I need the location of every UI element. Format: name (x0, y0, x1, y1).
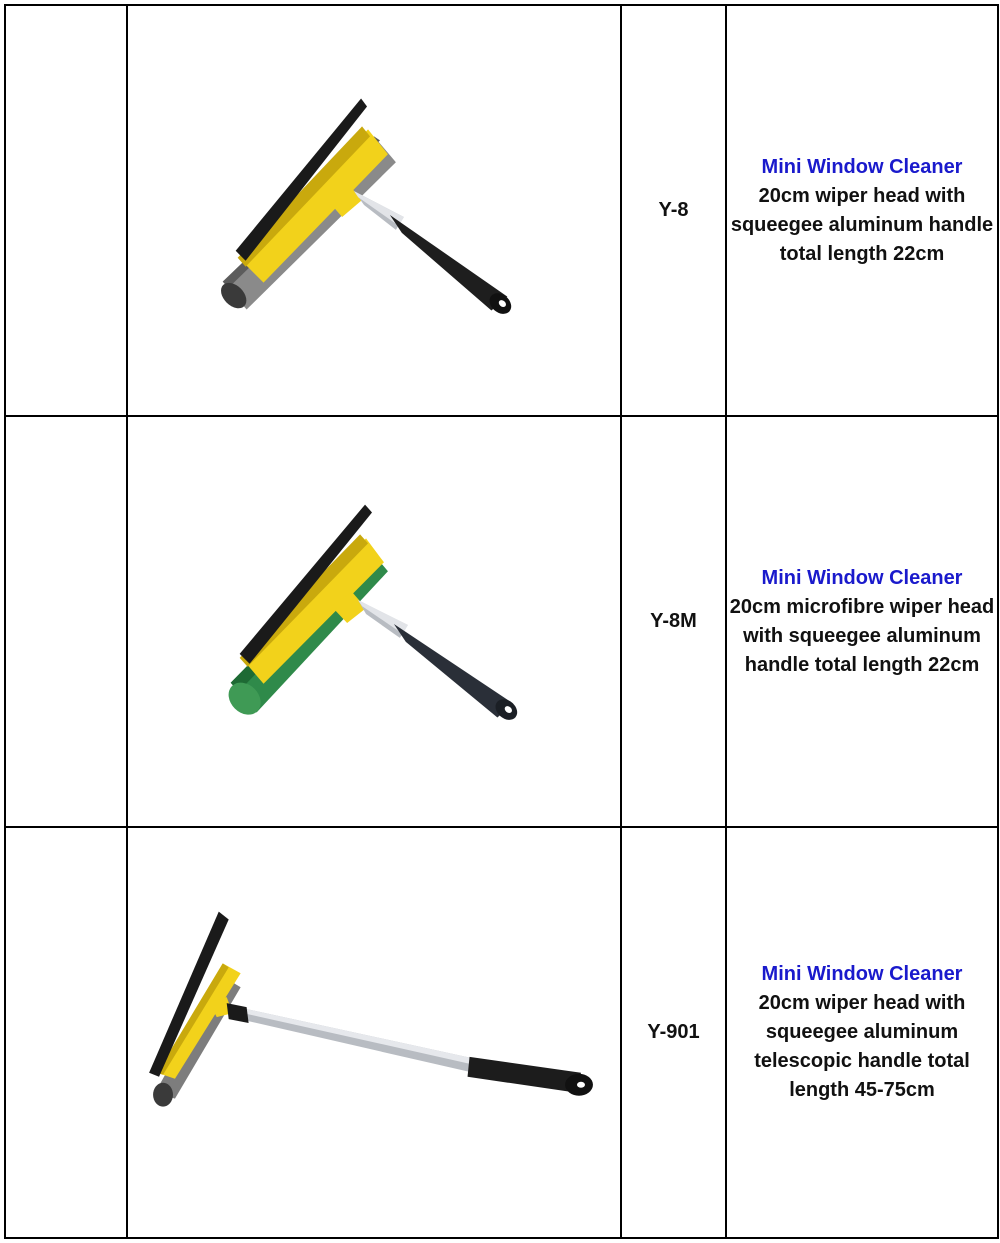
window-squeegee-microfibre-short-handle-image (128, 417, 620, 826)
product-detail: 20cm wiper head with squeegee aluminum handle total length 22cm (730, 184, 994, 265)
product-code: Y-8 (621, 5, 726, 416)
product-name: Mini Window Cleaner (761, 155, 963, 178)
product-name: Mini Window Cleaner (761, 566, 963, 589)
table-row (5, 416, 998, 827)
product-code: Y-901 (621, 827, 726, 1238)
table-row (5, 5, 998, 416)
window-squeegee-short-handle-image (128, 6, 620, 415)
window-squeegee-telescopic-handle-image (128, 828, 620, 1237)
blank-cell (5, 416, 127, 827)
product-code: Y-8M (621, 416, 726, 827)
product-table (4, 4, 999, 1239)
table-row (5, 827, 998, 1238)
product-image-cell (127, 827, 621, 1238)
product-description-cell (726, 5, 998, 416)
product-name: Mini Window Cleaner (761, 963, 963, 985)
blank-cell (5, 5, 127, 416)
product-detail: 20cm wiper head with squeegee aluminum telescopic handle total length 45-75cm (754, 992, 970, 1101)
blank-cell (5, 827, 127, 1238)
product-description-cell (726, 416, 998, 827)
product-detail: 20cm microfibre wiper head with squeegee aluminum handle total length 22cm (729, 595, 995, 676)
product-image-cell (127, 416, 621, 827)
product-image-cell (127, 5, 621, 416)
product-description-cell (726, 827, 998, 1238)
